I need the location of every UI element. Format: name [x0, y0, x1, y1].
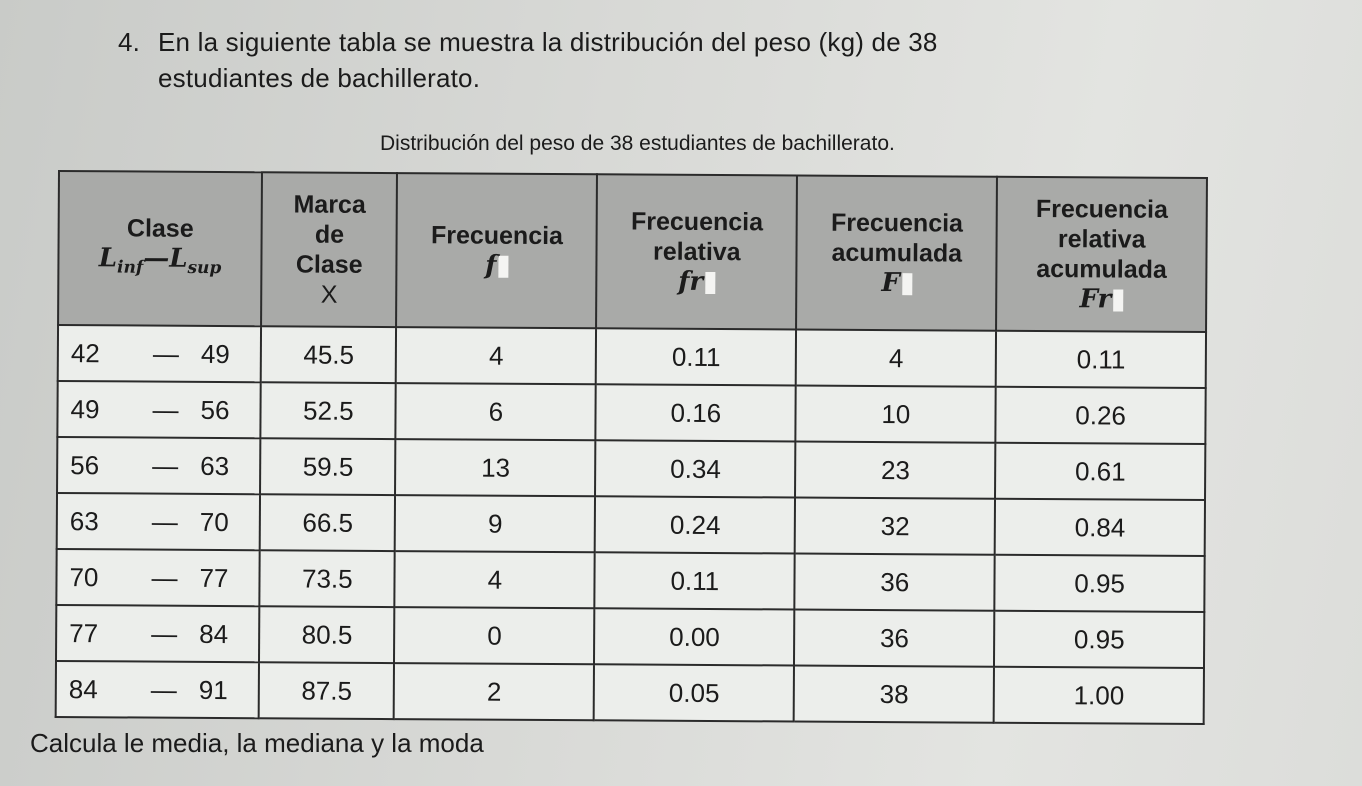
- cumulative-relative-frequency: 0.95: [995, 555, 1205, 612]
- header-Fr-l2: relativa: [1057, 225, 1146, 254]
- class-interval: 56 — 63: [57, 437, 261, 494]
- relative-frequency: 0.00: [594, 608, 794, 665]
- frequency: 9: [395, 495, 595, 552]
- header-frecuencia-relativa: [596, 174, 797, 329]
- cumulative-relative-frequency: 0.26: [996, 387, 1206, 444]
- table-header-row: [58, 171, 1207, 332]
- cumulative-relative-frequency: 0.95: [994, 611, 1204, 668]
- header-marca-symbol: X: [320, 280, 338, 309]
- class-mark: 45.5: [261, 326, 396, 383]
- relative-frequency: 0.34: [595, 440, 795, 497]
- class-mark: 80.5: [259, 606, 394, 663]
- header-marca-l3: Clase: [295, 250, 363, 279]
- cumulative-frequency: 10: [796, 386, 996, 443]
- header-F-l2: acumulada: [831, 238, 963, 268]
- class-mark: 66.5: [260, 494, 395, 551]
- cumulative-relative-frequency: 0.61: [995, 443, 1205, 500]
- frequency: 6: [396, 383, 596, 440]
- table-row: [57, 437, 1205, 500]
- cumulative-relative-frequency: 0.84: [995, 499, 1205, 556]
- header-clase-title: Clase: [126, 214, 194, 244]
- class-interval: 42 — 49: [58, 325, 262, 382]
- relative-frequency: 0.16: [596, 384, 796, 441]
- frequency: 0: [394, 607, 594, 664]
- cumulative-frequency: 32: [795, 498, 995, 555]
- table-row: [56, 661, 1204, 724]
- class-interval: 49 — 56: [57, 381, 261, 438]
- frequency: 2: [394, 663, 594, 720]
- header-fr-symbol: fr: [598, 266, 796, 297]
- table-row: [57, 493, 1205, 556]
- cumulative-frequency: 38: [794, 666, 994, 723]
- frequency: 4: [395, 551, 595, 608]
- table-row: [57, 381, 1205, 444]
- header-F-l1: Frecuencia: [830, 208, 964, 238]
- table-row: [56, 549, 1204, 612]
- header-Fr-l1: Frecuencia: [1035, 194, 1169, 224]
- relative-frequency: 0.24: [595, 496, 795, 553]
- header-Fr-l3: acumulada: [1036, 254, 1167, 284]
- class-interval: 77 — 84: [56, 605, 260, 662]
- header-frecuencia-relativa-acumulada: [996, 177, 1207, 332]
- class-mark: 87.5: [259, 662, 394, 719]
- instruction-text: Calcula le media, la mediana y la moda: [30, 728, 484, 758]
- class-interval: 70 — 77: [56, 549, 260, 606]
- header-marca-l2: de: [314, 220, 345, 249]
- cumulative-frequency: 36: [794, 610, 994, 667]
- header-fr-l1: Frecuencia: [630, 207, 764, 237]
- relative-frequency: 0.11: [595, 552, 795, 609]
- header-fr-l2: relativa: [652, 237, 741, 267]
- cumulative-relative-frequency: 1.00: [994, 667, 1204, 724]
- table-row: [56, 605, 1204, 668]
- question-number: 4.: [118, 27, 141, 57]
- class-interval: 63 — 70: [57, 493, 261, 550]
- relative-frequency: 0.11: [596, 328, 796, 385]
- header-frecuencia: [396, 173, 597, 328]
- frequency: 4: [396, 327, 596, 384]
- class-mark: 52.5: [261, 382, 396, 439]
- cumulative-frequency: 23: [795, 442, 995, 499]
- class-mark: 73.5: [260, 550, 395, 607]
- question-line-1: En la siguiente tabla se muestra la distribución del peso (kg) de 38: [158, 27, 938, 57]
- frequency: 13: [395, 439, 595, 496]
- question-line-2: estudiantes de bachillerato.: [158, 63, 481, 93]
- relative-frequency: 0.05: [594, 664, 794, 721]
- header-clase: [58, 171, 262, 326]
- table-row: [58, 325, 1206, 388]
- header-Fr-symbol: Fr: [997, 284, 1205, 315]
- question-text: [118, 24, 1218, 96]
- cumulative-frequency: 4: [796, 330, 996, 387]
- header-marca: [261, 172, 397, 327]
- header-frecuencia-title: Frecuencia: [430, 221, 564, 251]
- distribution-table: [55, 170, 1208, 725]
- cumulative-frequency: 36: [795, 554, 995, 611]
- header-frecuencia-acumulada: [796, 176, 997, 331]
- header-clase-symbol: $L_{inf}—L_{sup}$: [98, 243, 222, 279]
- cumulative-relative-frequency: 0.11: [996, 331, 1206, 388]
- class-mark: 59.5: [260, 438, 395, 495]
- table-caption: Distribución del peso de 38 estudiantes de bachillerato.: [380, 132, 895, 155]
- class-interval: 84 — 91: [56, 661, 260, 718]
- header-frecuencia-symbol: f: [398, 250, 596, 281]
- header-F-symbol: F: [798, 268, 996, 299]
- header-marca-l1: Marca: [293, 190, 366, 219]
